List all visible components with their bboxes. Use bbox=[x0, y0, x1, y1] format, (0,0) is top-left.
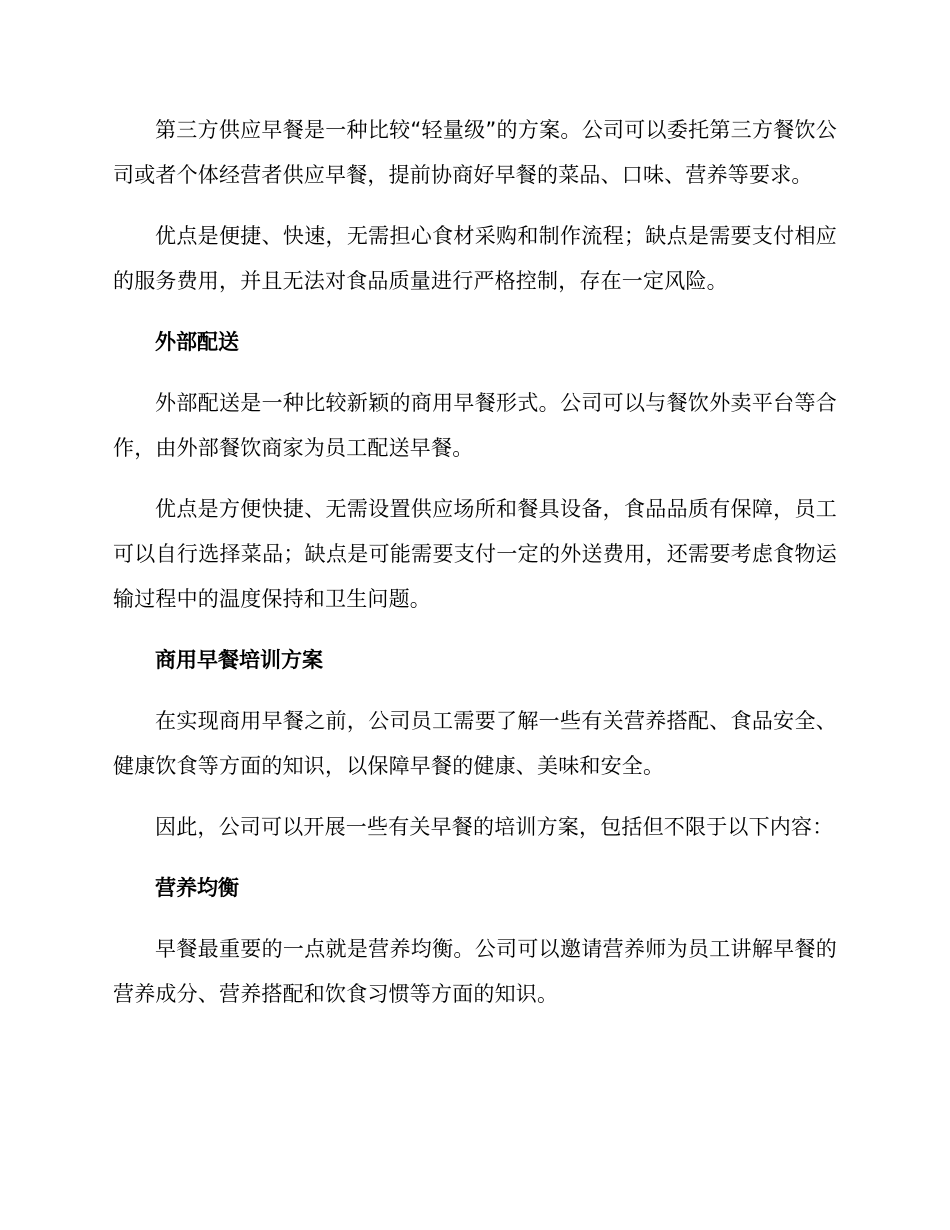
spacer bbox=[113, 911, 837, 927]
paragraph-training-contents: 因此，公司可以开展一些有关早餐的培训方案，包括但不限于以下内容： bbox=[155, 815, 834, 839]
spacer bbox=[113, 304, 837, 320]
spacer bbox=[113, 198, 837, 214]
paragraph-third-party-supply: 第三方供应早餐是一种比较“轻量级”的方案。公司可以委托第三方餐饮公司或者个体经营者供应早餐，提前协商好早餐的菜品、口味、营养等要求。 bbox=[113, 118, 837, 187]
paragraph-training-intro: 在实现商用早餐之前，公司员工需要了解一些有关营养搭配、食品安全、健康饮食等方面的知识，以保障早餐的健康、美味和安全。 bbox=[113, 709, 837, 778]
spacer bbox=[113, 683, 837, 699]
paragraph-nutrition-balance: 早餐最重要的一点就是营养均衡。公司可以邀请营养师为员工讲解早餐的营养成分、营养搭配和饮食习惯等方面的知识。 bbox=[113, 937, 837, 1006]
spacer bbox=[113, 622, 837, 638]
heading-training-plan: 商用早餐培训方案 bbox=[155, 648, 323, 672]
paragraph-external-delivery-pros-cons: 优点是方便快捷、无需设置供应场所和餐具设备，食品品质有保障，员工可以自行选择菜品；缺点是可能需要支付一定的外送费用，还需要考虑食物运输过程中的温度保持和卫生问题。 bbox=[113, 497, 837, 611]
heading-nutrition-balance: 营养均衡 bbox=[155, 876, 239, 900]
document-page bbox=[113, 108, 837, 1017]
spacer bbox=[113, 850, 837, 866]
heading-external-delivery: 外部配送 bbox=[155, 330, 239, 354]
spacer bbox=[113, 789, 837, 805]
spacer bbox=[113, 365, 837, 381]
paragraph-third-party-pros-cons: 优点是便捷、快速，无需担心食材采购和制作流程；缺点是需要支付相应的服务费用，并且无法对食品质量进行严格控制，存在一定风险。 bbox=[113, 224, 837, 293]
spacer bbox=[113, 471, 837, 487]
paragraph-external-delivery: 外部配送是一种比较新颖的商用早餐形式。公司可以与餐饮外卖平台等合作，由外部餐饮商家为员工配送早餐。 bbox=[113, 391, 837, 460]
